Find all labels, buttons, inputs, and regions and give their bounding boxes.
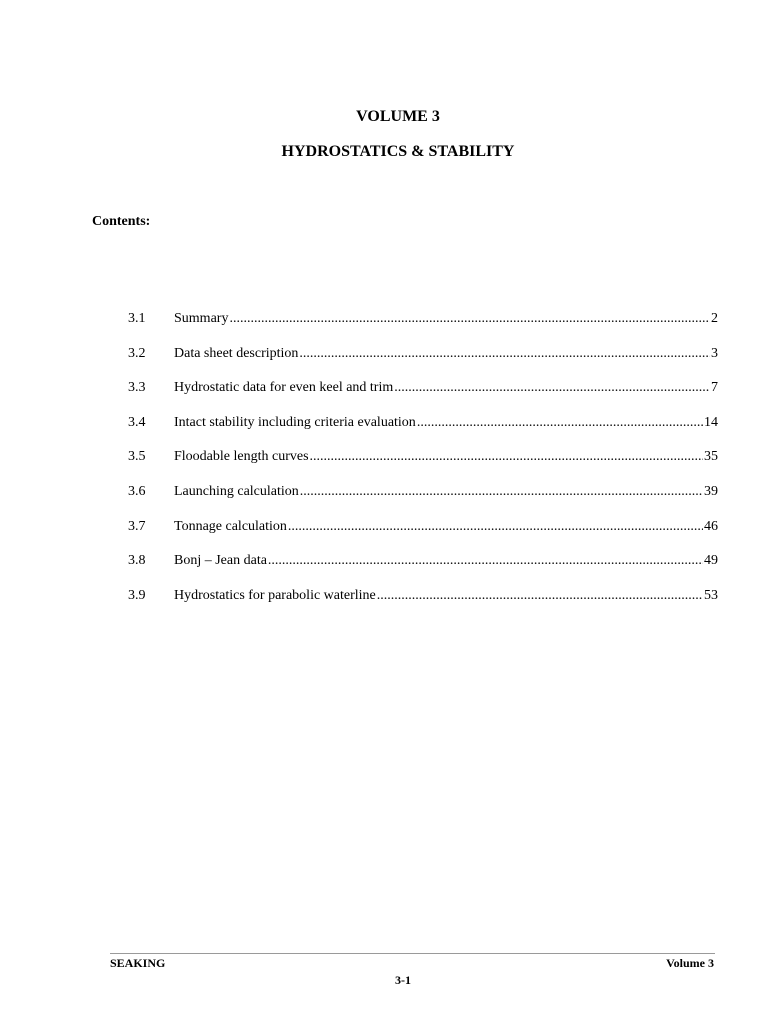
toc-entry-title: Floodable length curves — [174, 449, 309, 465]
toc-entry-page: 14 — [704, 414, 718, 430]
toc-entry-3-1[interactable] — [128, 310, 718, 345]
toc-entry-page: 49 — [704, 553, 718, 569]
toc-entry-title: Launching calculation — [174, 483, 299, 499]
footer-company-name: SEAKING — [110, 956, 166, 970]
toc-entry-number: 3.5 — [128, 449, 146, 465]
volume-subtitle: HYDROSTATICS & STABILITY — [281, 143, 515, 160]
toc-entry-title: Hydrostatic data for even keel and trim — [174, 380, 394, 396]
toc-entry-number: 3.8 — [128, 553, 146, 569]
toc-entry-3-7[interactable] — [128, 518, 718, 553]
toc-entry-page: 39 — [704, 483, 718, 499]
toc-entry-page: 2 — [711, 311, 718, 326]
toc-dot-leader — [288, 518, 703, 536]
toc-entry-page: 46 — [704, 518, 718, 534]
toc-entry-number: 3.7 — [128, 518, 146, 534]
toc-entry-3-8[interactable] — [128, 552, 718, 587]
toc-entry-number: 3.6 — [128, 483, 146, 499]
toc-dot-leader — [300, 483, 703, 501]
toc-entry-3-3[interactable] — [128, 379, 718, 414]
toc-dot-leader — [394, 379, 710, 397]
toc-dot-leader — [310, 448, 703, 466]
toc-entry-title: Tonnage calculation — [174, 518, 287, 534]
toc-entry-number: 3.1 — [128, 311, 146, 326]
toc-dot-leader — [268, 552, 703, 570]
toc-dot-leader — [229, 310, 710, 328]
toc-entry-title: Data sheet description — [174, 345, 299, 361]
toc-entry-3-2[interactable] — [128, 345, 718, 380]
toc-dot-leader — [377, 587, 703, 605]
toc-entry-3-9[interactable] — [128, 587, 718, 622]
toc-entry-number: 3.2 — [128, 345, 146, 361]
volume-title: VOLUME 3 — [356, 108, 440, 125]
toc-dot-leader — [299, 345, 710, 363]
toc-entry-page: 7 — [711, 380, 718, 396]
toc-entry-page: 35 — [704, 449, 718, 465]
toc-entry-page: 53 — [704, 587, 718, 603]
footer-volume-label: Volume 3 — [666, 956, 714, 970]
toc-entry-3-5[interactable] — [128, 448, 718, 483]
toc-entry-3-4[interactable] — [128, 414, 718, 449]
toc-entry-title: Hydrostatics for parabolic waterline — [174, 587, 376, 603]
footer-page-number: 3-1 — [395, 973, 411, 987]
toc-entry-3-6[interactable] — [128, 483, 718, 518]
toc-entry-title: Bonj – Jean data — [174, 553, 267, 569]
toc-dot-leader — [417, 414, 703, 432]
toc-entry-number: 3.4 — [128, 414, 146, 430]
contents-label: Contents: — [92, 214, 151, 229]
toc-entry-title: Intact stability including criteria evaluation — [174, 414, 416, 430]
footer-divider — [110, 953, 715, 954]
toc-entry-title: Summary — [174, 311, 229, 326]
toc-entry-number: 3.9 — [128, 587, 146, 603]
toc-entry-page: 3 — [711, 345, 718, 361]
toc-entry-number: 3.3 — [128, 380, 146, 396]
table-of-contents — [128, 310, 718, 621]
